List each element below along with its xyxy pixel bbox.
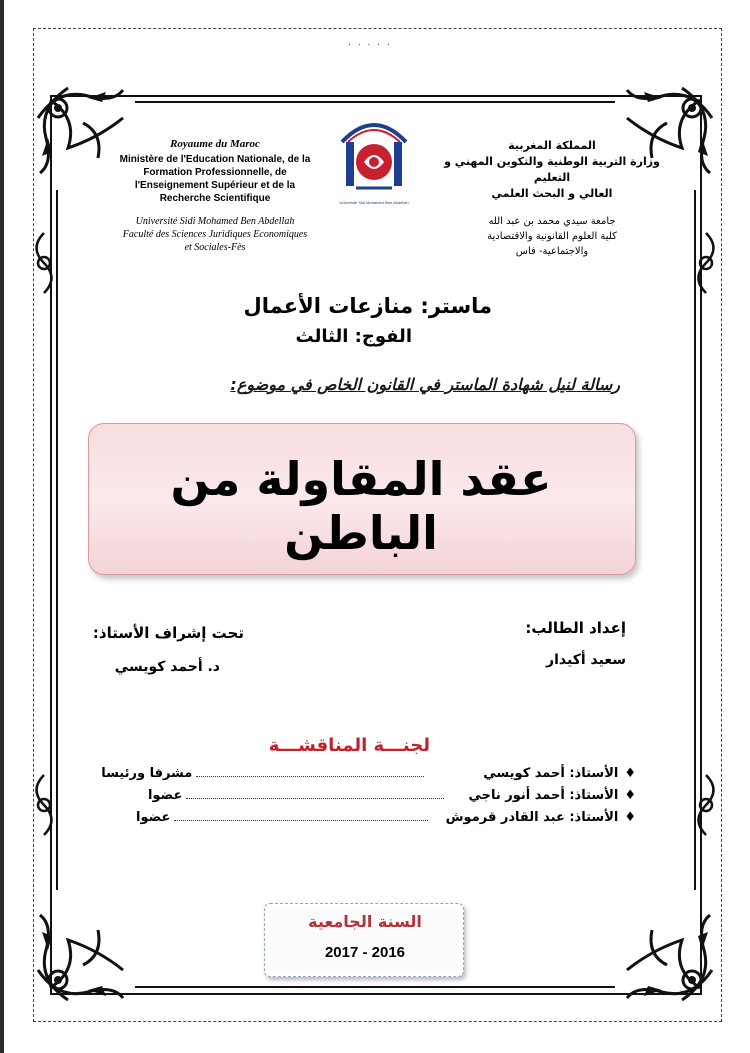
member-role: عضوا	[136, 810, 171, 825]
ministry-fr-line: Formation Professionnelle, de	[143, 167, 287, 178]
corner-ornament-bottom-left	[28, 880, 158, 1010]
cohort: الفوج: الثالث	[295, 326, 412, 347]
faculty-fr-line: Faculté des Sciences Juridiques Economiques	[122, 229, 308, 240]
logo-caption: Université Sidi Mohamed Ben Abdellah	[339, 200, 409, 205]
committee-title: لجنـــة المناقشـــة	[268, 735, 430, 756]
committee-list	[92, 766, 636, 832]
student-label: إعداد الطالب:	[525, 619, 626, 637]
kingdom-fr: Royaume du Maroc	[170, 138, 260, 150]
ministry-fr-line: Ministère de l'Education Nationale, de la	[119, 154, 311, 165]
french-header	[100, 138, 330, 254]
committee-member-row	[92, 810, 636, 832]
bullet-icon: ♦	[624, 788, 636, 803]
kingdom-ar: المملكة المغربية	[508, 139, 596, 152]
member-name: الأستاذ: عبد القادر قرموش	[445, 810, 619, 825]
member-role: عضوا	[148, 788, 183, 803]
side-ornament-left	[24, 228, 64, 298]
supervisor-name: د. أحمد كويسي	[114, 659, 220, 675]
university-fr-line: Université Sidi Mohamed Ben Abdellah	[135, 216, 295, 227]
academic-year-label: السنة الجامعية	[308, 912, 422, 931]
ministry-fr-line: l'Enseignement Supérieur et de la	[134, 180, 296, 191]
side-ornament-right	[686, 228, 726, 298]
thesis-subtitle: رسالة لنيل شهادة الماستر في القانون الخاص في موضوع:	[230, 375, 620, 394]
member-name: الأستاذ: أحمد كويسي	[483, 766, 619, 781]
university-ar-line: جامعة سيدي محمد بن عبد الله	[488, 216, 616, 227]
dotted-leader	[196, 766, 424, 777]
faculty-ar-line: والاجتماعية- فاس	[515, 246, 589, 257]
logo-emblem-icon	[332, 112, 416, 196]
bullet-icon: ♦	[624, 766, 636, 781]
frame-line-top	[135, 101, 615, 103]
dotted-leader	[186, 788, 444, 799]
student-name: سعيد أكيدار	[546, 652, 626, 668]
arabic-header	[432, 138, 672, 259]
dotted-leader	[174, 810, 428, 821]
university-logo	[332, 112, 416, 204]
top-marks: . . . . .	[348, 38, 392, 48]
faculty-ar-line: كلية العلوم القانونية والاقتصادية	[487, 231, 617, 242]
member-role: مشرفا ورئيسا	[101, 766, 193, 781]
academic-year-value: 2017 - 2016	[324, 944, 406, 961]
supervisor-label: تحت إشراف الأستاذ:	[92, 624, 244, 642]
corner-ornament-bottom-right	[592, 880, 722, 1010]
member-name: الأستاذ: أحمد أنور ناجي	[468, 788, 619, 803]
frame-line-bottom	[135, 986, 615, 988]
bullet-icon: ♦	[624, 810, 636, 825]
committee-member-row	[92, 766, 636, 788]
side-ornament-left-lower	[24, 770, 64, 840]
thesis-title: عقد المقاولة من الباطن	[170, 452, 552, 560]
page-edge	[0, 0, 4, 1053]
side-ornament-right-lower	[686, 770, 726, 840]
ministry-ar-line: العالي و البحث العلمي	[491, 187, 613, 200]
faculty-fr-line: et Sociales-Fès	[184, 242, 246, 253]
ministry-fr-line: Recherche Scientifique	[159, 193, 271, 204]
master-program: ماستر: منازعات الأعمال	[243, 294, 492, 318]
committee-member-row	[92, 788, 636, 810]
ministry-ar-line: وزارة التربية الوطنية والتكوين المهني و التعليم	[444, 155, 660, 184]
